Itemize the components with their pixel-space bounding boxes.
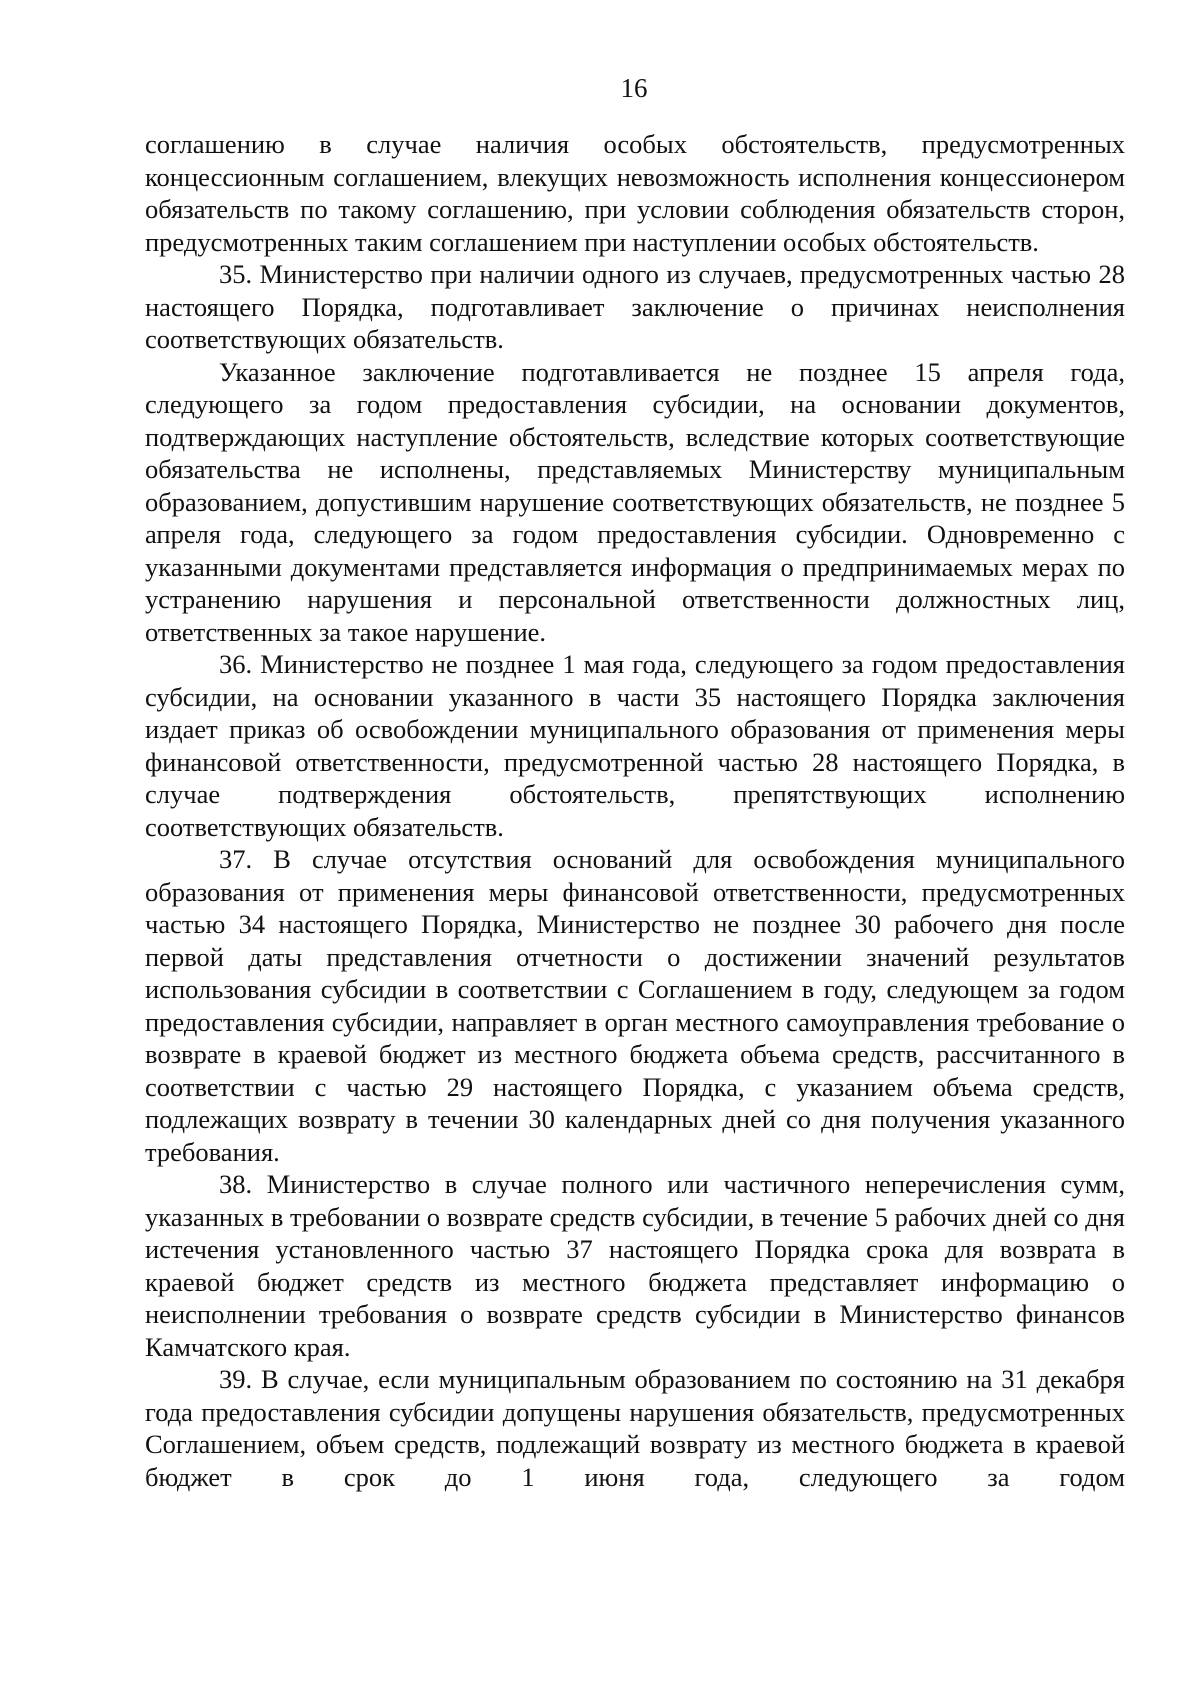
paragraph-35-conclusion: Указанное заключение подготавливается не позднее 15 апреля года, следующего за годом предоставления субсидии, на основании документов, подтверждающих наступление обстоятельств, вследствие которых соответствующие обязательства не исполнены, представляемых Министерству муниципальным образованием, допустившим нарушение соответствующих обязательств, не позднее 5 апреля года, следующего за годом предоставления субсидии. Одновременно с указанными документами представляется информация о предпринимаемых мерах по устранению нарушения и персональной ответственности должностных лиц, ответственных за такое нарушение. bbox=[145, 356, 1125, 647]
paragraph-36: 36. Министерство не позднее 1 мая года, следующего за годом предоставления субсидии, на основании указанного в части 35 настоящего Порядка заключения издает приказ об освобождении муниципального образования от применения меры финансовой ответственности, предусмотренной частью 28 настоящего Порядка, в случае подтверждения обстоятельств, препятствующих исполнению соответствующих обязательств. bbox=[145, 649, 1125, 842]
paragraph-39: 39. В случае, если муниципальным образованием по состоянию на 31 декабря года предоставления субсидии допущены нарушения обязательств, предусмотренных Соглашением, объем средств, подлежащий возврату из местного бюджета в краевой бюджет в срок до 1 июня года, следующего за годом bbox=[145, 1364, 1125, 1492]
paragraph-35: 35. Министерство при наличии одного из случаев, предусмотренных частью 28 настоящего Порядка, подготавливает заключение о причинах неисполнения соответствующих обязательств. bbox=[145, 259, 1125, 354]
paragraph-continuation: соглашению в случае наличия особых обстоятельств, предусмотренных концессионным соглашением, влекущих невозможность исполнения концессионером обязательств по такому соглашению, при условии соблюдения обязательств сторон, предусмотренных таким соглашением при наступлении особых обстоятельств. bbox=[145, 129, 1125, 257]
page-number: 16 bbox=[620, 73, 648, 103]
paragraph-38: 38. Министерство в случае полного или частичного неперечисления сумм, указанных в требовании о возврате средств субсидии, в течение 5 рабочих дней со дня истечения установленного частью 37 настоящего Порядка срока для возврата в краевой бюджет средств из местного бюджета представляет информацию о неисполнении требования о возврате средств субсидии в Министерство финансов Камчатского края. bbox=[145, 1169, 1125, 1362]
paragraph-37: 37. В случае отсутствия оснований для освобождения муниципального образования от применения меры финансовой ответственности, предусмотренных частью 34 настоящего Порядка, Министерство не позднее 30 рабочего дня после первой даты представления отчетности о достижении значений результатов использования субсидии в соответствии с Соглашением в году, следующем за годом предоставления субсидии, направляет в орган местного самоуправления требование о возврате в краевой бюджет из местного бюджета объема средств, рассчитанного в соответствии с частью 29 настоящего Порядка, с указанием объема средств, подлежащих возврату в течении 30 календарных дней со дня получения указанного требования. bbox=[145, 844, 1125, 1167]
document-body bbox=[145, 128, 1125, 1493]
